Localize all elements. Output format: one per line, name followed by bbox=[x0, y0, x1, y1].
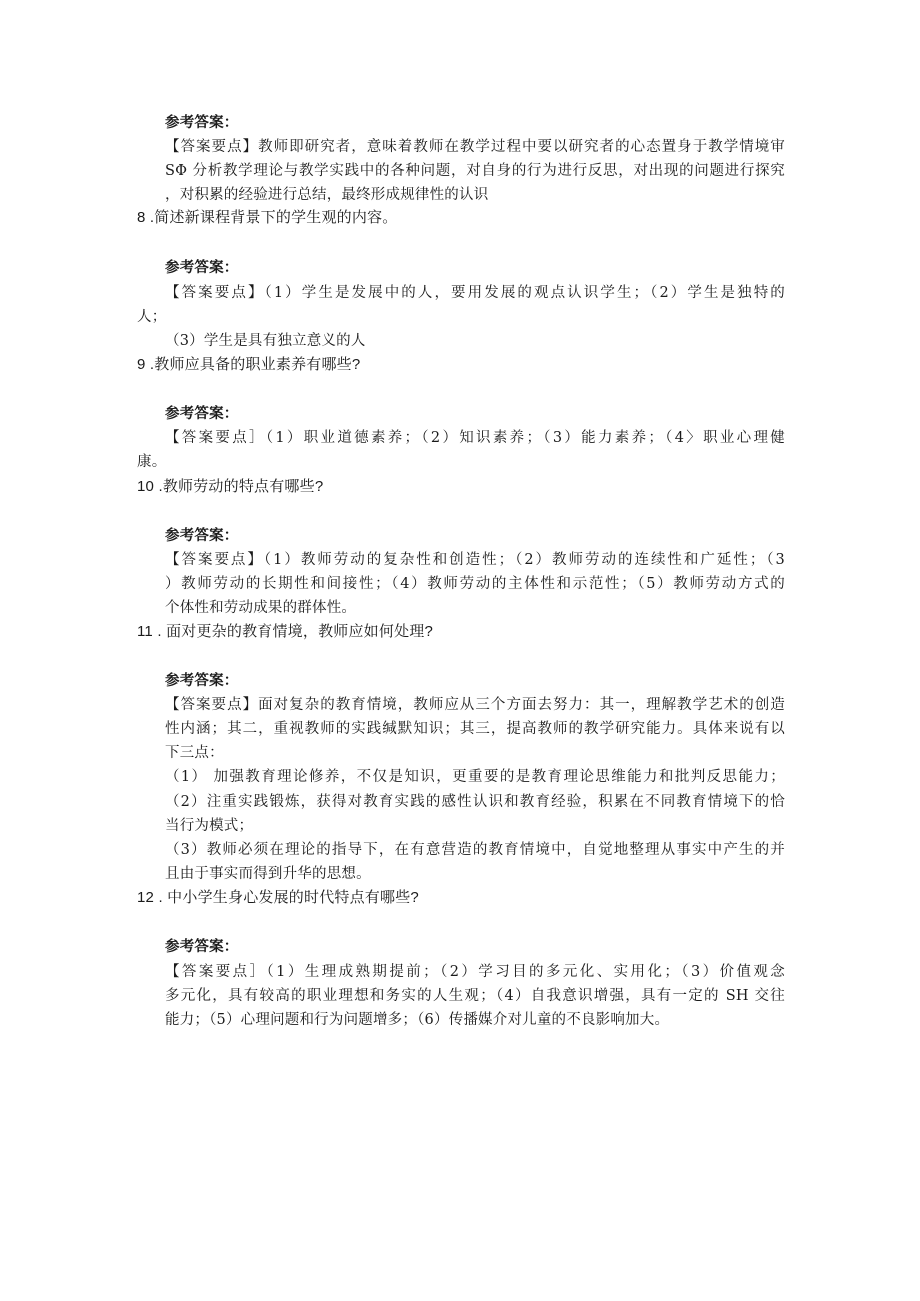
answer-text-line: 【答案要点］（1）生理成熟期提前；（2）学习目的多元化、实用化；（3）价值观念 bbox=[165, 964, 785, 980]
answer-text-line: 【答案要点】面对复杂的教育情境，教师应从三个方面去努力：其一，理解教学艺术的创造 bbox=[165, 697, 785, 713]
question-12: 12 . 中小学生身心发展的时代特点有哪些? bbox=[137, 889, 419, 906]
answer-text-line: 且由于事实而得到升华的思想。 bbox=[165, 866, 371, 882]
answer-text-line: 【答案要点】教师即研究者，意味着教师在教学过程中要以研究者的心态置身于教学情境审 bbox=[165, 139, 785, 155]
reference-answer-label: 参考答案： bbox=[165, 939, 239, 955]
answer-text-line: 下三点： bbox=[165, 745, 224, 761]
answer-text-line: 康。 bbox=[137, 454, 167, 470]
answer-text-line: （3）学生是具有独立意义的人 bbox=[165, 333, 366, 349]
answer-text-line: SΦ 分析教学理论与教学实践中的各种问题，对自身的行为进行反思，对出现的问题进行探究 bbox=[165, 163, 785, 179]
reference-answer-label: 参考答案： bbox=[165, 528, 239, 544]
answer-text-line: （2）注重实践锻炼，获得对教育实践的感性认识和教育经验，积累在不同教育情境下的恰 bbox=[165, 794, 785, 810]
answer-text-line: （3）教师必须在理论的指导下，在有意营造的教育情境中，自觉地整理从事实中产生的并 bbox=[165, 842, 785, 858]
answer-text-line: 性内涵；其二，重视教师的实践缄默知识；其三，提高教师的教学研究能力。具体来说有以 bbox=[165, 721, 785, 737]
reference-answer-label: 参考答案： bbox=[165, 406, 239, 422]
question-8: 8 .简述新课程背景下的学生观的内容。 bbox=[137, 209, 398, 226]
answer-text-line: 当行为模式； bbox=[165, 818, 254, 834]
answer-text-line: 【答案要点】（1）教师劳动的复杂性和创造性；（2）教师劳动的连续性和广延性；（3 bbox=[165, 552, 785, 568]
answer-text-line: （1） 加强教育理论修养，不仅是知识，更重要的是教育理论思维能力和批判反思能力； bbox=[165, 769, 785, 785]
answer-text-line: 【答案要点】（1）学生是发展中的人，要用发展的观点认识学生；（2）学生是独特的 bbox=[165, 285, 785, 301]
reference-answer-label: 参考答案： bbox=[165, 260, 239, 276]
answer-text-line: 人； bbox=[137, 309, 167, 325]
answer-text-line: 多元化，具有较高的职业理想和务实的人生观；（4）自我意识增强，具有一定的 SH 交往 bbox=[165, 988, 785, 1004]
question-9: 9 .教师应具备的职业素养有哪些? bbox=[137, 356, 361, 373]
answer-text-line: 能力；（5）心理问题和行为问题增多；（6）传播媒介对儿童的不良影响加大。 bbox=[165, 1012, 670, 1028]
answer-text-line: 个体性和劳动成果的群体性。 bbox=[165, 600, 357, 616]
question-10: 10 .教师劳动的特点有哪些? bbox=[137, 478, 324, 495]
question-11: 11 . 面对更杂的教育情境，教师应如何处理? bbox=[137, 623, 434, 640]
answer-text-line: ，对积累的经验进行总结，最终形成规律性的认识 bbox=[165, 187, 489, 203]
reference-answer-label: 参考答案： bbox=[165, 673, 239, 689]
reference-answer-label: 参考答案： bbox=[165, 115, 239, 131]
answer-text-line: 【答案要点］（1）职业道德素养；（2）知识素养；（3）能力素养；（4〉职业心理健 bbox=[165, 430, 785, 446]
answer-text-line: ）教师劳动的长期性和间接性；（4）教师劳动的主体性和示范性；（5）教师劳动方式的 bbox=[165, 576, 785, 592]
